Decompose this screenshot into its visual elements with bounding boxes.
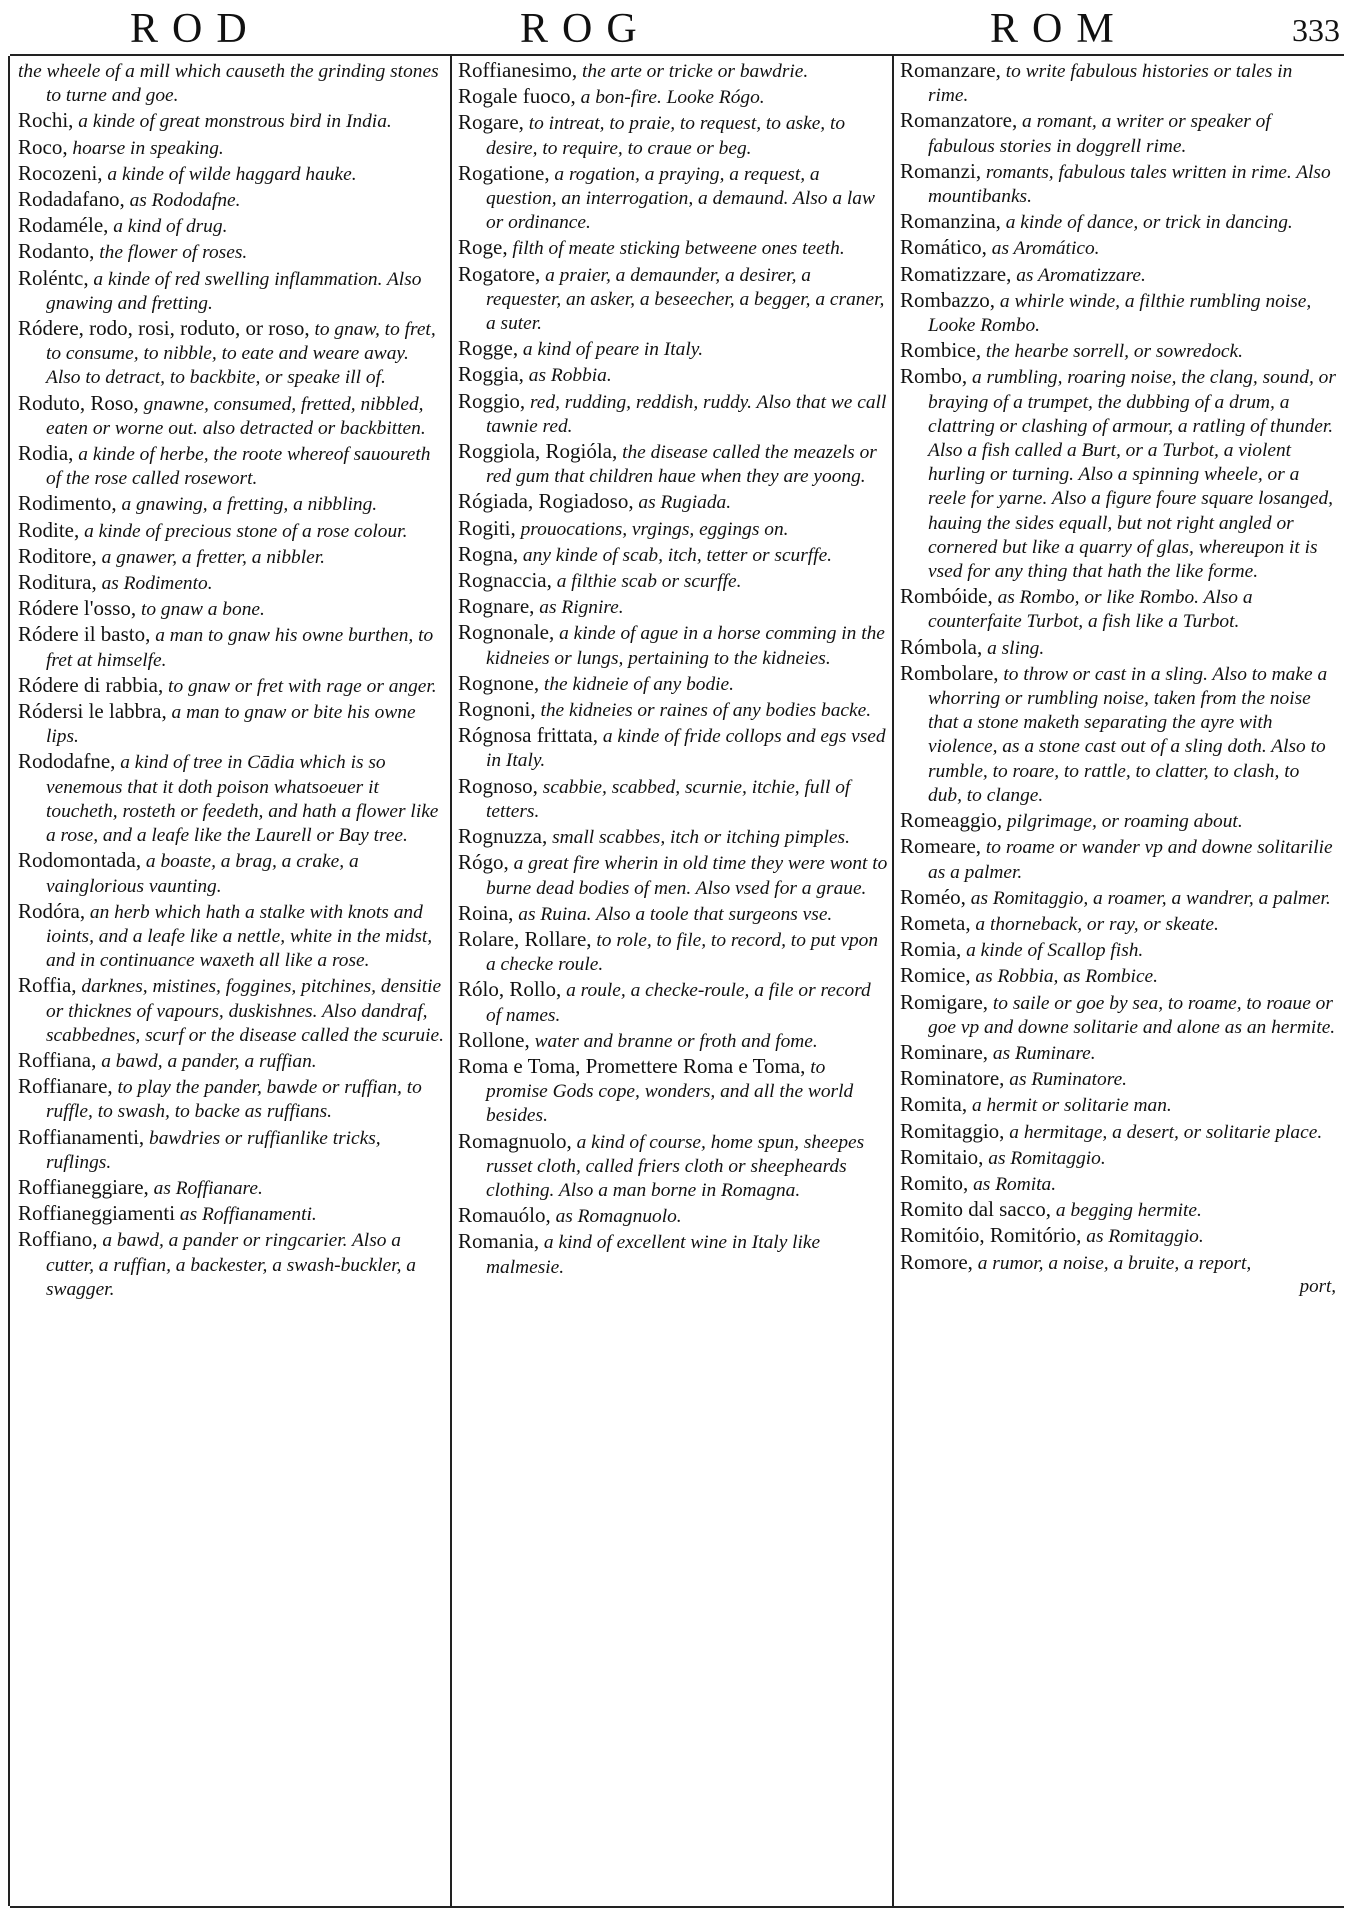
entry-definition: water and branne or froth and fome. <box>529 1030 818 1052</box>
dictionary-entry <box>18 518 446 544</box>
dictionary-entry <box>18 673 446 699</box>
dictionary-entry <box>900 834 1336 884</box>
entry-headword: Rógiada, Rogiadoso, <box>458 489 634 514</box>
entry-headword: Roffia, <box>18 973 77 998</box>
entry-headword: Rómbola, <box>900 634 983 659</box>
dictionary-entry <box>900 1066 1336 1092</box>
entry-headword: Rogare, <box>458 110 524 135</box>
entry-definition: a kind of course, home spun, sheepes russet cloth, called friers cloth or sheepheards clothing. Also a man borne in Romagna. <box>486 1131 865 1201</box>
entry-headword: Roggia, <box>458 362 524 387</box>
dictionary-entry <box>900 635 1336 661</box>
dictionary-entry <box>18 1048 446 1074</box>
dictionary-entry <box>900 1040 1336 1066</box>
entry-definition: a kinde of red swelling inflammation. Also gnawing and fretting. <box>46 268 422 314</box>
left-border-rule <box>8 56 10 1906</box>
entry-definition: to role, to file, to record, to put vpon a checke roule. <box>486 929 879 976</box>
dictionary-entry <box>458 161 888 236</box>
running-header <box>0 0 1354 56</box>
dictionary-entry <box>458 1028 888 1054</box>
dictionary-entry <box>900 364 1336 584</box>
entry-headword: Roffiana, <box>18 1047 97 1072</box>
entry-definition: red, rudding, reddish, ruddy. Also that we call tawnie red. <box>486 391 887 437</box>
entry-headword: Rometa, <box>900 910 971 935</box>
entry-definition: a bon-fire. Looke Rógo. <box>575 87 765 109</box>
dictionary-entry <box>900 584 1336 634</box>
dictionary-entry <box>18 1175 446 1201</box>
entry-headword: Rólo, Rollo, <box>458 977 562 1002</box>
entry-definition: a gnawing, a fretting, a nibbling. <box>116 494 378 516</box>
entry-headword: Romeaggio, <box>900 808 1003 833</box>
entry-definition: as Romitaggio. <box>983 1147 1106 1169</box>
dictionary-entry <box>458 901 888 927</box>
entry-headword: Roge, <box>458 235 508 260</box>
entry-headword: Roco, <box>18 134 68 159</box>
entry-headword: Rombolare, <box>900 660 999 685</box>
entry-definition: to write fabulous histories or tales in rime. <box>928 61 1293 107</box>
entry-headword: Roffianeggiare, <box>18 1174 149 1199</box>
dictionary-entry <box>900 159 1336 209</box>
entry-headword: Romanzi, <box>900 158 982 183</box>
entry-headword: Romia, <box>900 937 962 962</box>
dictionary-entry <box>18 491 446 517</box>
entry-definition: a man to gnaw his owne burthen, to fret at himselfe. <box>46 625 434 671</box>
entry-headword: Romita, <box>900 1092 968 1117</box>
entry-definition: a kind of peare in Italy. <box>518 339 704 361</box>
entry-definition: a kinde of herbe, the roote whereof sauoureth of the rose called rosewort. <box>46 444 431 490</box>
entry-headword: Rodia, <box>18 441 74 466</box>
entry-definition: filth of meate sticking betweene ones teeth. <box>507 238 845 260</box>
dictionary-entry <box>458 774 888 824</box>
dictionary-entry <box>900 1250 1336 1276</box>
entry-definition: as Roffianamenti. <box>175 1204 317 1226</box>
header-center-guideword: ROG <box>520 6 651 52</box>
entry-headword: Roggio, <box>458 388 526 413</box>
dictionary-entry <box>900 1197 1336 1223</box>
entry-definition: a bawd, a pander or ringcarier. Also a cutter, a ruffian, a backester, a swash-buckler, a swagger. <box>46 1230 416 1300</box>
dictionary-entry <box>18 316 446 391</box>
entry-definition: a kinde of great monstrous bird in India. <box>73 111 392 133</box>
entry-headword: Rógo, <box>458 850 509 875</box>
entry-definition: a thorneback, or ray, or skeate. <box>970 913 1219 935</box>
entry-definition: a rogation, a praying, a request, a question, an interrogation, a demaund. Also a law or ordinance. <box>486 163 875 234</box>
entry-headword: Rombice, <box>900 338 982 363</box>
dictionary-entry <box>900 1092 1336 1118</box>
dictionary-entry <box>458 824 888 850</box>
entry-headword: Rochi, <box>18 108 74 133</box>
entry-headword: Roma e Toma, Promettere Roma e Toma, <box>458 1053 806 1078</box>
entry-headword: Rominare, <box>900 1039 989 1064</box>
entry-headword: Rominatore, <box>900 1066 1005 1091</box>
entry-definition: a whirle winde, a filthie rumbling noise, Looke Rombo. <box>928 290 1312 337</box>
entry-headword: Romanzina, <box>900 209 1001 234</box>
dictionary-entry <box>900 262 1336 288</box>
entry-definition: a gnawer, a fretter, a nibbler. <box>96 546 325 568</box>
entry-definition: a kinde of Scallop fish. <box>961 940 1144 962</box>
entry-definition: a kind of tree in Cādia which is so venemous that it doth poison whatsoeuer it toucheth, rosteth or feedeth, and hath a flower like a rose, and a leafe like the Laurell or Bay tree. <box>46 752 439 847</box>
entry-headword: Roffianamenti, <box>18 1124 145 1149</box>
dictionary-entry <box>18 58 446 108</box>
dictionary-entry <box>458 235 888 261</box>
entry-definition: a rumbling, roaring noise, the clang, sound, or braying of a trumpet, the dubbing of a drum, a clattring or clashing of armour, a ratling of thunder. Also a fish called a Burt, or a Turbot, a violent hurling or turning. Also a spinning wheele, or a reele for yarne. Also a figure foure square losanged, hauing the sides equall, but not right angled or cornered but like a quarry of glas, whereupon it is vsed for any thing that hath the like forme. <box>928 367 1336 583</box>
catchword: port, <box>1299 1275 1336 1297</box>
column-divider-2 <box>892 56 894 1906</box>
entry-definition: the hearbe sorrell, or sowredock. <box>981 341 1243 363</box>
dictionary-entry <box>18 749 446 848</box>
entry-definition: to gnaw, to fret, to consume, to nibble, to eate and weare away. Also to detract, to backbite, or speake ill of. <box>46 319 436 389</box>
entry-definition: darknes, mistines, foggines, pitchines, densitie or thicknes of vapours, duskishnes. Also dandraf, scabbednes, scurf or the disease called the scuruie. <box>46 976 444 1046</box>
dictionary-entry <box>18 239 446 265</box>
entry-definition: small scabbes, itch or itching pimples. <box>547 827 850 849</box>
dictionary-entry <box>900 288 1336 338</box>
entry-definition: the flower of roses. <box>94 242 248 264</box>
dictionary-entry <box>18 1125 446 1175</box>
entry-headword: Ródere l'osso, <box>18 596 137 621</box>
dictionary-entry <box>458 723 888 773</box>
entry-definition: as Rodimento. <box>96 573 213 595</box>
entry-headword: Roina, <box>458 900 514 925</box>
entry-headword: Romania, <box>458 1229 540 1254</box>
column-3 <box>900 58 1336 1904</box>
entry-headword: Roduto, Roso, <box>18 390 139 415</box>
entry-definition: to gnaw or fret with rage or anger. <box>163 675 437 697</box>
entry-definition: a begging hermite. <box>1051 1200 1202 1222</box>
entry-definition: hoarse in speaking. <box>67 137 224 159</box>
dictionary-entry <box>458 1229 888 1279</box>
entry-definition: as Roffianare. <box>148 1177 263 1199</box>
column-1 <box>18 58 446 1904</box>
entry-headword: Rogna, <box>458 541 519 566</box>
entry-definition: a romant, a writer or speaker of fabulous stories in doggrell rime. <box>928 111 1271 157</box>
entry-headword: Rodaméle, <box>18 213 109 238</box>
dictionary-entry <box>18 973 446 1048</box>
entry-headword: Romeare, <box>900 834 982 859</box>
dictionary-entry <box>900 1171 1336 1197</box>
column-divider-1 <box>450 56 452 1906</box>
entry-definition: as Rugiada. <box>633 492 732 514</box>
entry-definition: pilgrimage, or roaming about. <box>1002 811 1243 833</box>
dictionary-entry <box>458 620 888 670</box>
dictionary-entry <box>900 885 1336 911</box>
entry-definition: a kinde of wilde haggard hauke. <box>102 163 357 185</box>
dictionary-entry <box>18 699 446 749</box>
entry-headword: Rognaccia, <box>458 568 552 593</box>
header-left-guideword: ROD <box>130 6 261 52</box>
entry-headword: Roffiano, <box>18 1227 98 1252</box>
entry-headword: Romatizzare, <box>900 261 1012 286</box>
dictionary-entry <box>458 671 888 697</box>
dictionary-entry <box>900 808 1336 834</box>
entry-definition: gnawne, consumed, fretted, nibbled, eaten or worne out. also detracted or backbitten. <box>46 393 426 439</box>
entry-headword: Rogiti, <box>458 515 516 540</box>
entry-definition: the arte or tricke or bawdrie. <box>577 61 809 82</box>
entry-headword: Rodomontada, <box>18 848 142 873</box>
entry-definition: a sling. <box>982 637 1045 659</box>
dictionary-entry <box>18 108 446 134</box>
entry-definition: bawdries or ruffianlike tricks, ruflings. <box>46 1127 381 1173</box>
dictionary-entry <box>458 516 888 542</box>
entry-headword: Ródere di rabbia, <box>18 672 164 697</box>
dictionary-entry <box>18 596 446 622</box>
dictionary-entry <box>458 927 888 977</box>
dictionary-entry <box>18 441 446 491</box>
page-number: 333 <box>1292 12 1340 48</box>
dictionary-entry <box>18 187 446 213</box>
entry-definition: to saile or goe by sea, to roame, to roaue or goe vp and downe solitarie and alone as an hermite. <box>928 992 1336 1038</box>
entry-definition: a man to gnaw or bite his owne lips. <box>46 702 416 748</box>
entry-definition: a rumor, a noise, a bruite, a report, <box>972 1252 1252 1274</box>
dictionary-entry <box>458 262 888 337</box>
entry-headword: Roléntc, <box>18 265 89 290</box>
entry-headword: Rógnosa frittata, <box>458 723 598 748</box>
entry-headword: Romauólo, <box>458 1203 551 1228</box>
entry-definition: as Robbia, as Rombice. <box>970 966 1158 988</box>
entry-headword: Romático, <box>900 235 987 260</box>
entry-definition: to promise Gods cope, wonders, and all the world besides. <box>486 1056 854 1127</box>
dictionary-entry <box>900 1223 1336 1249</box>
dictionary-entry <box>458 1203 888 1229</box>
entry-definition: the kidneie of any bodie. <box>539 673 734 695</box>
entry-headword: Romitóio, Romitório, <box>900 1223 1082 1248</box>
entry-definition: a kind of drug. <box>108 216 228 238</box>
dictionary-entry <box>18 135 446 161</box>
entry-definition: as Ruminatore. <box>1004 1069 1128 1091</box>
dictionary-entry <box>900 108 1336 158</box>
entry-headword: Rolare, Rollare, <box>458 926 592 951</box>
entry-definition: a hermitage, a desert, or solitarie place. <box>1004 1121 1323 1143</box>
entry-definition: scabbie, scabbed, scurnie, itchie, full of tetters. <box>486 776 851 822</box>
entry-headword: Romigare, <box>900 989 989 1014</box>
dictionary-entry <box>458 489 888 515</box>
dictionary-entry <box>900 58 1336 108</box>
entry-headword: Rognare, <box>458 594 535 619</box>
dictionary-entry <box>900 338 1336 364</box>
entry-headword: Rodadafano, <box>18 187 125 212</box>
dictionary-entry <box>18 848 446 898</box>
dictionary-entry <box>458 542 888 568</box>
dictionary-entry <box>458 1054 888 1129</box>
entry-definition: any kinde of scab, itch, tetter or scurffe. <box>518 544 833 566</box>
entry-headword: Rodite, <box>18 517 80 542</box>
dictionary-entry <box>18 1227 446 1302</box>
dictionary-entry <box>458 84 888 110</box>
entry-headword: Rocozeni, <box>18 160 103 185</box>
dictionary-entry <box>900 911 1336 937</box>
entry-definition: an herb which hath a stalke with knots and ioints, and a leafe like a nettle, white in the midst, and in continuance waxeth all like a rose. <box>46 901 433 972</box>
dictionary-entry <box>458 1129 888 1204</box>
entry-headword: Roméo, <box>900 884 966 909</box>
entry-definition: to roame or wander vp and downe solitarilie as a palmer. <box>928 837 1333 883</box>
dictionary-entry <box>900 1119 1336 1145</box>
entry-headword: Rognuzza, <box>458 824 548 849</box>
entry-headword: Roggiola, Rogióla, <box>458 439 618 464</box>
dictionary-entry <box>458 336 888 362</box>
entry-definition: to gnaw a bone. <box>136 599 265 621</box>
entry-headword: Rogatione, <box>458 160 550 185</box>
dictionary-entry <box>458 58 888 84</box>
entry-headword: Romitaggio, <box>900 1118 1005 1143</box>
entry-headword: Rodóra, <box>18 898 86 923</box>
dictionary-entry <box>458 568 888 594</box>
entry-headword: Rombazzo, <box>900 287 996 312</box>
dictionary-entry <box>900 937 1336 963</box>
dictionary-entry <box>458 977 888 1027</box>
entry-definition: a kinde of fride collops and egs vsed in Italy. <box>486 726 886 772</box>
entry-definition: as Romita. <box>968 1173 1057 1195</box>
entry-definition: a great fire wherin in old time they were wont to burne dead bodies of men. Also vsed for a graue. <box>486 853 888 899</box>
dictionary-entry <box>458 697 888 723</box>
entry-definition: the wheele of a mill which causeth the grinding stones to turne and goe. <box>18 61 439 107</box>
entry-definition: prouocations, vrgings, eggings on. <box>515 518 789 540</box>
header-right-guideword: ROM <box>990 6 1128 52</box>
dictionary-entry <box>458 110 888 160</box>
column-2 <box>458 58 888 1904</box>
entry-definition: as Romitaggio, a roamer, a wandrer, a palmer. <box>965 887 1331 909</box>
entry-definition: as Robbia. <box>523 365 612 387</box>
dictionary-entry <box>18 391 446 441</box>
entry-headword: Ródersi le labbra, <box>18 699 167 724</box>
entry-definition: a kinde of ague in a horse comming in the kidneies or lungs, pertaining to the kidneies. <box>486 623 885 669</box>
entry-headword: Roffianeggiamenti <box>18 1201 176 1226</box>
entry-definition: a kind of excellent wine in Italy like malmesie. <box>486 1232 821 1278</box>
entry-headword: Rognoni, <box>458 697 536 722</box>
entry-definition: the disease called the meazels or red gum that children haue when they are yoong. <box>486 442 877 488</box>
entry-definition: the kidneies or raines of any bodies backe. <box>535 700 872 722</box>
entry-headword: Rogge, <box>458 336 519 361</box>
entry-headword: Romito, <box>900 1170 969 1195</box>
dictionary-entry <box>458 850 888 900</box>
entry-definition: as Romitaggio. <box>1081 1226 1204 1248</box>
dictionary-entry <box>458 439 888 489</box>
dictionary-entry <box>458 389 888 439</box>
entry-headword: Ródere, rodo, rosi, roduto, or roso, <box>18 316 310 341</box>
entry-definition: a praier, a demaunder, a desirer, a requester, an asker, a beseecher, a begger, a craner, a suter. <box>486 264 885 335</box>
entry-headword: Rognonale, <box>458 620 555 645</box>
entry-headword: Romito dal sacco, <box>900 1197 1052 1222</box>
dictionary-entry <box>18 1201 446 1227</box>
entry-definition: a bawd, a pander, a ruffian. <box>96 1050 317 1072</box>
entry-headword: Rodimento, <box>18 491 117 516</box>
entry-headword: Romore, <box>900 1249 973 1274</box>
entry-headword: Romice, <box>900 963 971 988</box>
dictionary-entry <box>18 622 446 672</box>
entry-definition: as Ruminare. <box>988 1042 1096 1064</box>
entry-definition: romants, fabulous tales written in rime. Also mountibanks. <box>928 161 1331 208</box>
entry-headword: Rognoso, <box>458 773 538 798</box>
entry-definition: as Rombo, or like Rombo. Also a counterfaite Turbot, a fish like a Turbot. <box>928 587 1253 633</box>
dictionary-entry <box>18 213 446 239</box>
entry-headword: Rogatore, <box>458 261 541 286</box>
footer-rule <box>10 1906 1344 1908</box>
entry-definition: a kinde of dance, or trick in dancing. <box>1000 212 1293 234</box>
dictionary-entry <box>18 1074 446 1124</box>
dictionary-entry <box>900 963 1336 989</box>
entry-headword: Roditura, <box>18 570 97 595</box>
dictionary-entry <box>18 544 446 570</box>
dictionary-entry <box>18 570 446 596</box>
entry-definition: as Ruina. Also a toole that surgeons vse. <box>513 903 833 925</box>
dictionary-entry <box>900 235 1336 261</box>
entry-definition: to throw or cast in a sling. Also to make a whorring or rumbling noise, taken from the noise that a stone maketh separating the ayre with violence, as a stone cast out of a sling doth. Also to rumble, to roare, to rattle, to clatter, to clash, to dub, to clange. <box>928 663 1328 806</box>
entry-headword: Rodanto, <box>18 239 95 264</box>
dictionary-entry <box>900 209 1336 235</box>
header-rule <box>10 54 1344 56</box>
entry-definition: a boaste, a brag, a crake, a vainglorious vaunting. <box>46 851 359 897</box>
entry-headword: Romagnuolo, <box>458 1128 572 1153</box>
entry-definition: to intreat, to praie, to request, to aske, to desire, to require, to craue or beg. <box>486 113 846 159</box>
entry-definition: a hermit or solitarie man. <box>967 1095 1172 1117</box>
dictionary-entry <box>900 990 1336 1040</box>
entry-headword: Rognone, <box>458 670 540 695</box>
dictionary-entry <box>900 661 1336 808</box>
dictionary-entry <box>18 899 446 974</box>
entry-headword: Rododafne, <box>18 749 116 774</box>
entry-headword: Roffianesimo, <box>458 58 578 82</box>
entry-headword: Roditore, <box>18 543 97 568</box>
entry-headword: Rogale fuoco, <box>458 84 576 109</box>
entry-headword: Ródere il basto, <box>18 622 151 647</box>
entry-headword: Rombóide, <box>900 584 993 609</box>
entry-headword: Rollone, <box>458 1027 530 1052</box>
entry-definition: a kinde of precious stone of a rose colour. <box>79 520 408 542</box>
dictionary-entry <box>900 1145 1336 1171</box>
dictionary-entry <box>18 266 446 316</box>
entry-definition: as Rododafne. <box>124 190 241 212</box>
dictionary-entry <box>18 161 446 187</box>
entry-definition: as Rignire. <box>534 597 624 619</box>
entry-headword: Romanzare, <box>900 58 1001 82</box>
entry-definition: as Aromático. <box>986 238 1100 260</box>
entry-definition: a filthie scab or scurffe. <box>551 571 742 593</box>
entry-definition: to play the pander, bawde or ruffian, to ruffle, to swash, to backe as ruffians. <box>46 1077 422 1123</box>
entry-definition: a roule, a checke-roule, a file or record of names. <box>486 980 871 1026</box>
entry-headword: Rombo, <box>900 364 968 389</box>
entry-headword: Romanzatore, <box>900 108 1018 133</box>
dictionary-entry <box>458 594 888 620</box>
entry-definition: as Romagnuolo. <box>550 1206 682 1228</box>
entry-headword: Roffianare, <box>18 1074 113 1099</box>
entry-headword: Romitaio, <box>900 1144 984 1169</box>
entry-definition: as Aromatizzare. <box>1011 264 1146 286</box>
dictionary-entry <box>458 362 888 388</box>
